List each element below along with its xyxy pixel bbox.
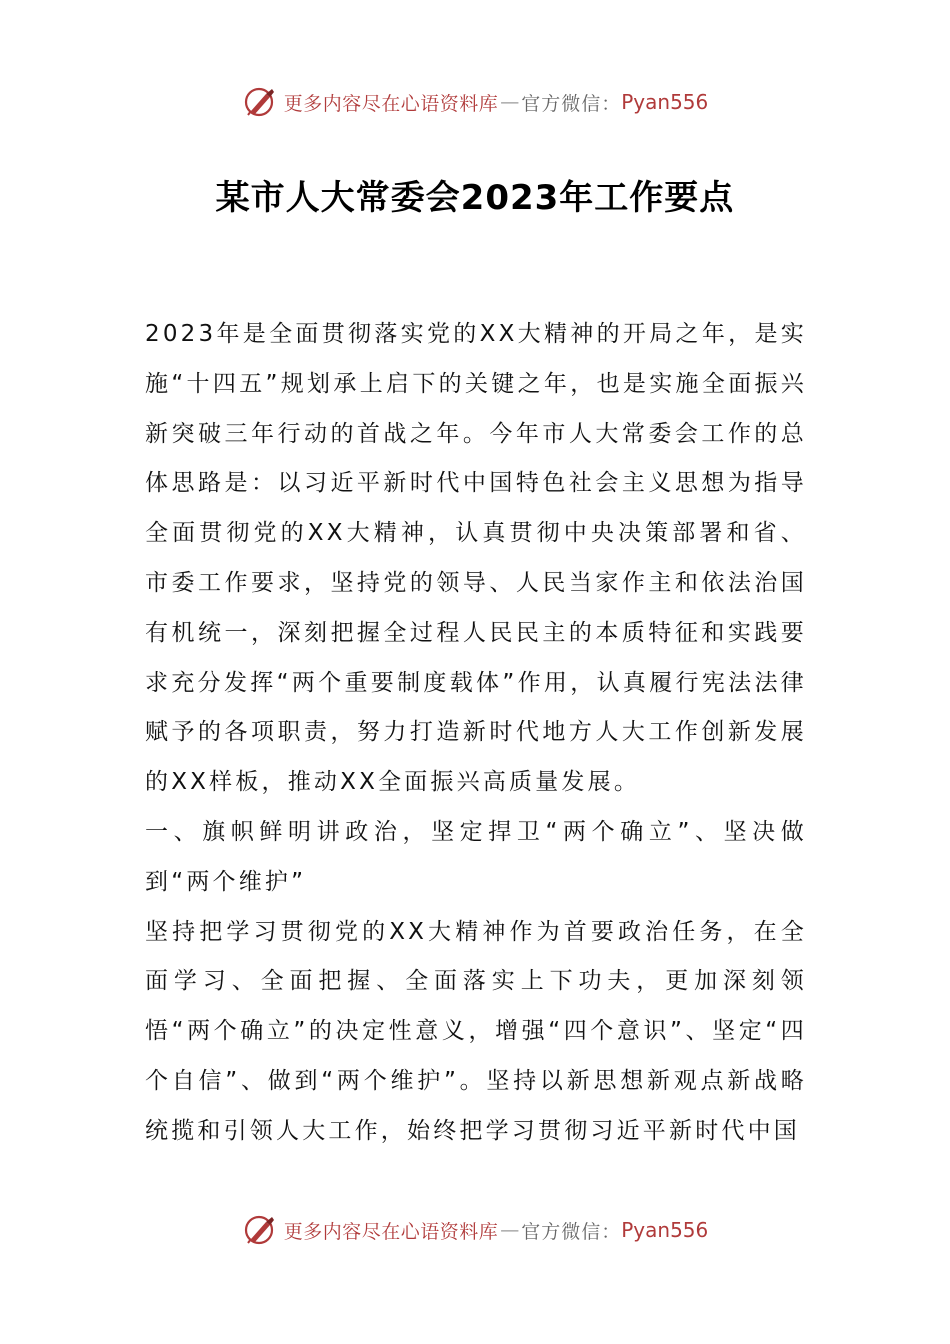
- intro-paragraph: 2023年是全面贯彻落实党的XX大精神的开局之年，是实施“十四五”规划承上启下的关键之年，也是实施全面振兴新突破三年行动的首战之年。今年市人大常委会工作的总体思路是：以习近平新时代中国特色社会主义思想为指导全面贯彻党的XX大精神，认真贯彻中央决策部署和省、市委工作要求，坚持党的领导、人民当家作主和依法治国有机统一，深刻把握全过程人民民主的本质特征和实践要求充分发挥“两个重要制度载体”作用，认真履行宪法法律赋予的各项职责，努力打造新时代地方人大工作创新发展的XX样板，推动XX全面振兴高质量发展。: [145, 321, 807, 796]
- header-dash: —: [500, 91, 520, 113]
- pen-nib-logo-icon: [242, 84, 278, 120]
- section-heading: 一、旗帜鲜明讲政治，坚定捍卫“两个确立”、坚决做到“两个维护”: [145, 818, 807, 895]
- header-banner: [0, 80, 950, 124]
- footer-brand-text: 更多内容尽在心语资料库: [283, 1220, 499, 1243]
- section-paragraph: 坚持把学习贯彻党的XX大精神作为首要政治任务，在全面学习、全面把握、全面落实上下功夫，更加深刻领悟“两个确立”的决定性意义，增强“四个意识”、坚定“四个自信”、做到“两个维护”。坚持以新思想新观点新战略统揽和引领人大工作，始终把学习贯彻习近平新时代中国: [145, 918, 807, 1144]
- header-wechat-id: Pyan556: [621, 90, 709, 114]
- header-brand-text: 更多内容尽在心语资料库: [283, 92, 499, 115]
- footer-banner: [0, 1208, 950, 1252]
- pen-nib-logo-icon: [242, 1212, 278, 1248]
- footer-wechat-id: Pyan556: [621, 1218, 709, 1242]
- document-title: 某市人大常委会2023年工作要点: [215, 178, 735, 218]
- footer-contact-label: 官方微信：: [521, 1220, 622, 1243]
- document-body: [145, 310, 807, 1157]
- footer-dash: —: [500, 1219, 520, 1241]
- header-contact-label: 官方微信：: [521, 92, 622, 115]
